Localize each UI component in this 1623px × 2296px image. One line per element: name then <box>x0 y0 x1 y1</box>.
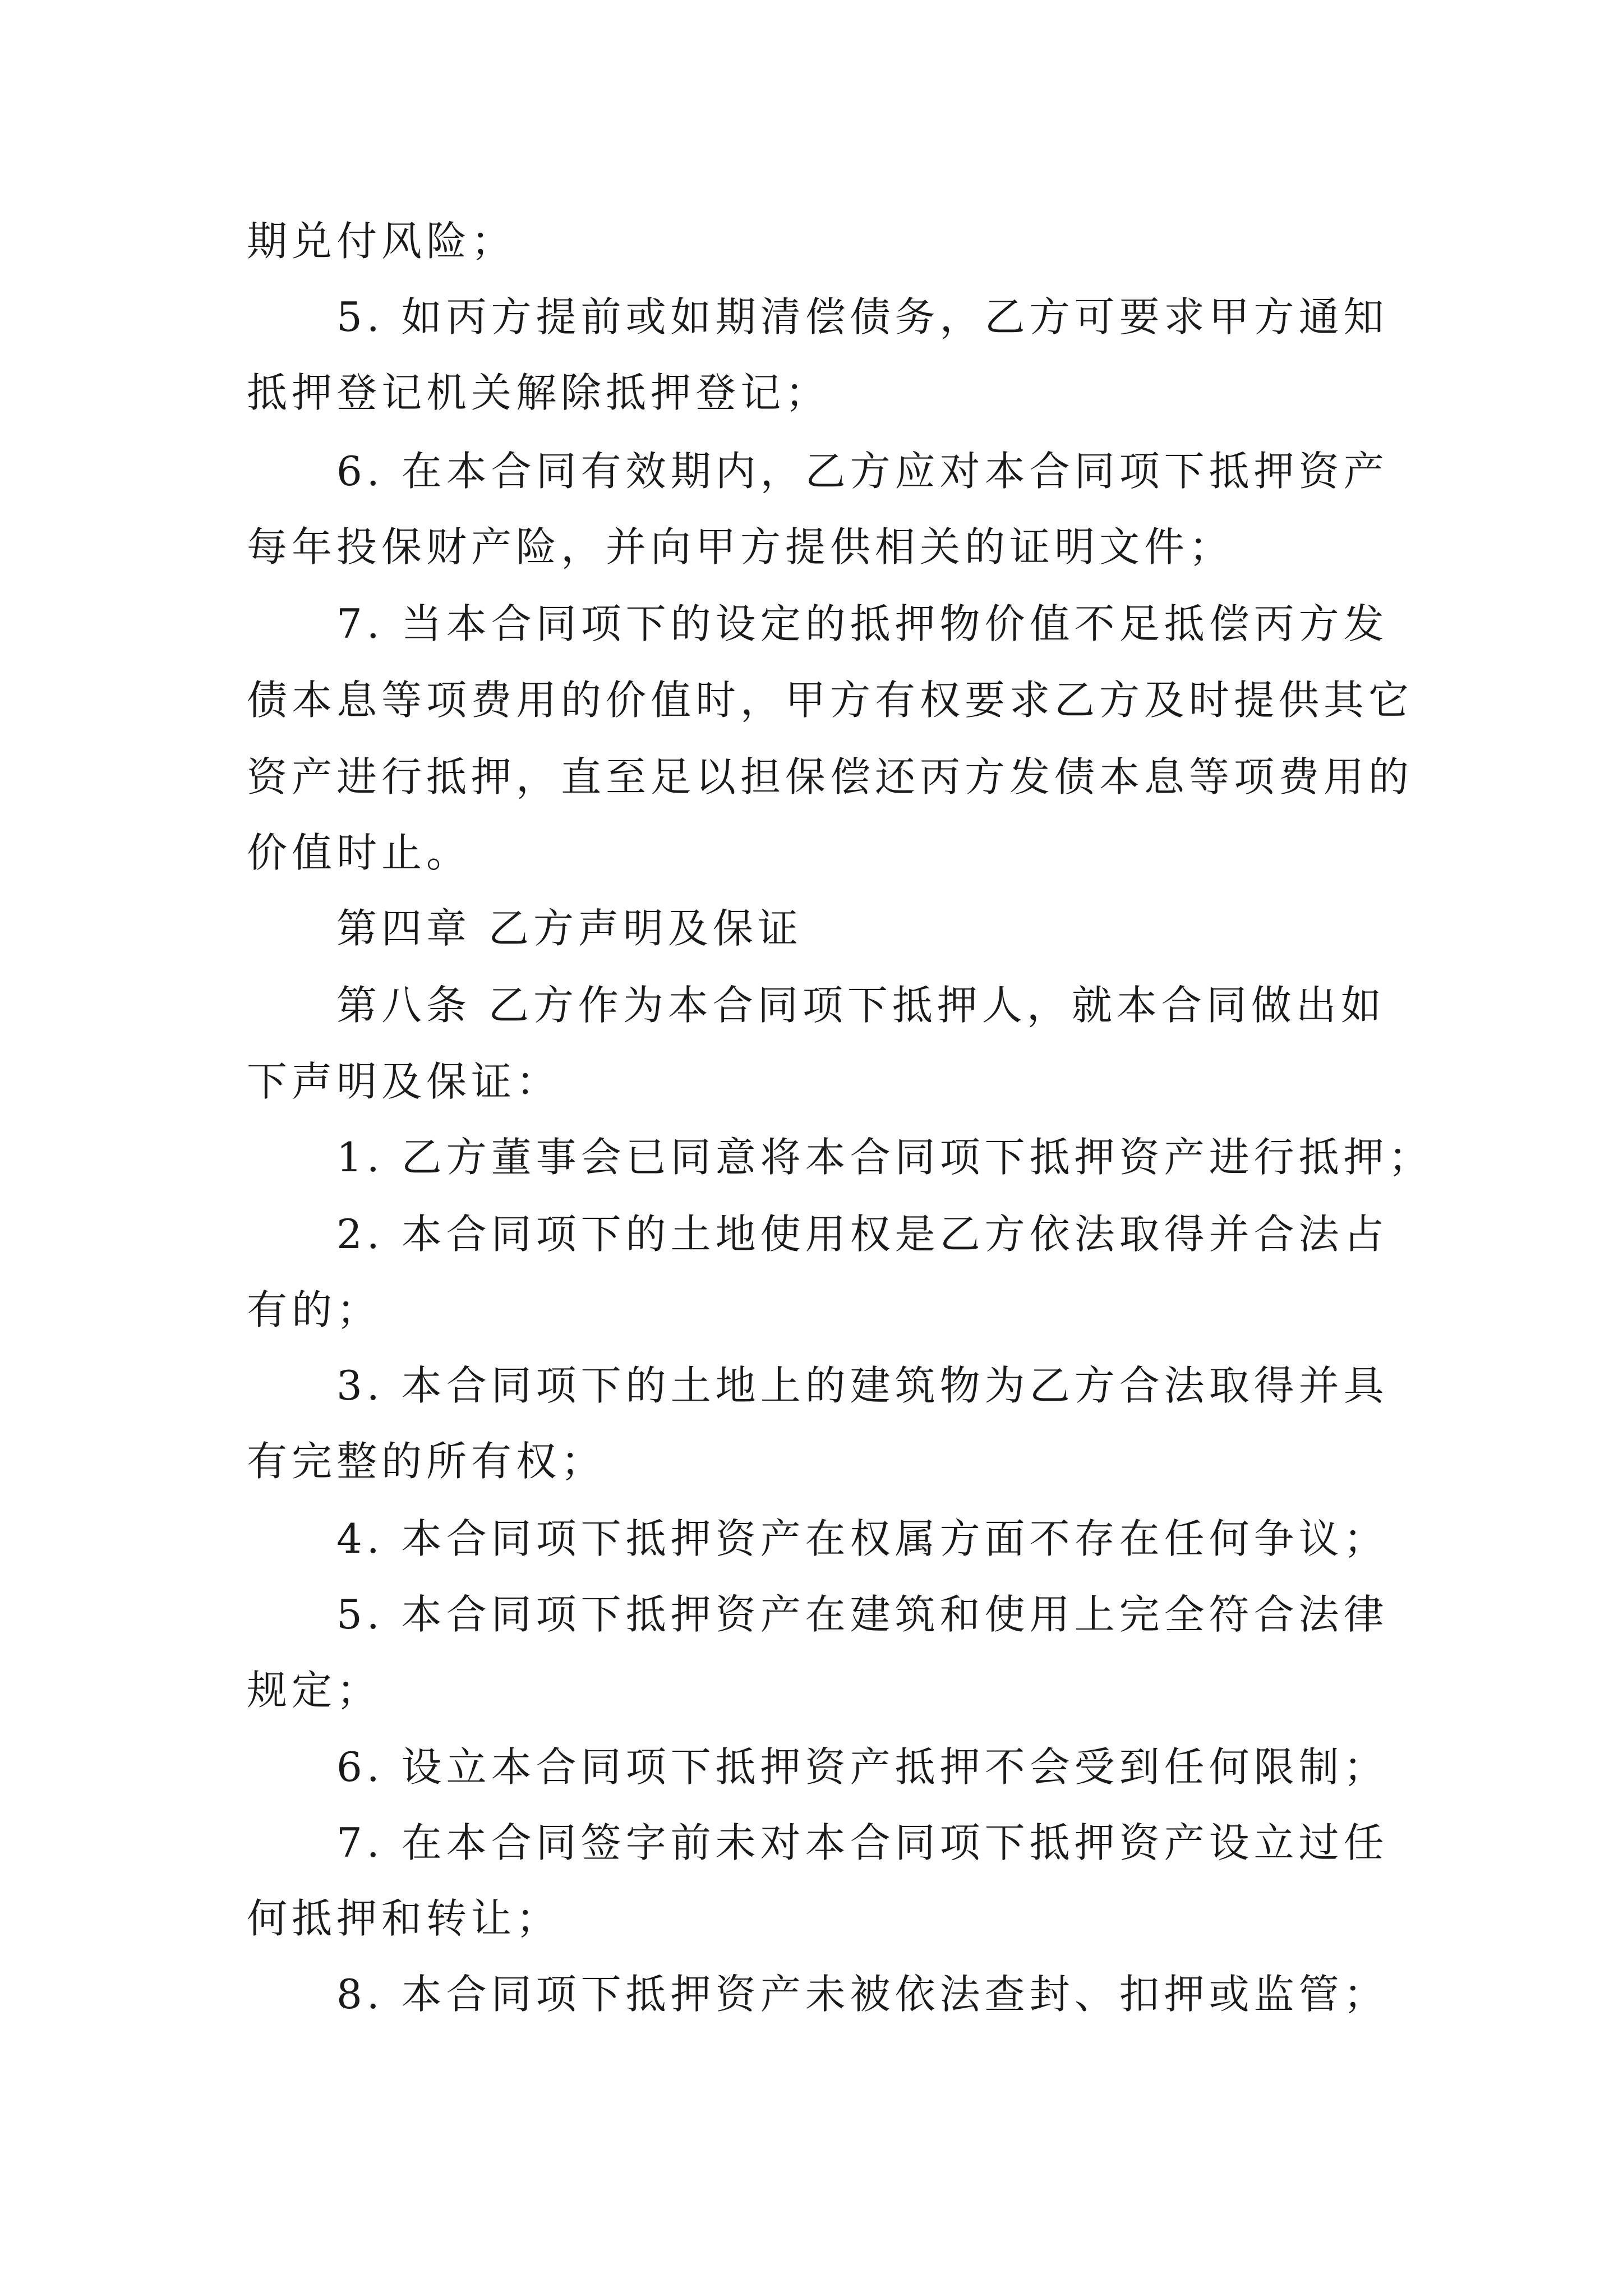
text-line: 有完整的所有权； <box>247 1438 606 1485</box>
text-line: 5. 如丙方提前或如期清偿债务，乙方可要求甲方通知 <box>336 293 1389 341</box>
list-item: 3. 本合同项下的土地上的建筑物为乙方合法取得并具 <box>336 1362 1389 1409</box>
list-item: 5. 本合同项下抵押资产在建筑和使用上完全符合法律 <box>336 1591 1389 1638</box>
list-item: 2. 本合同项下的土地使用权是乙方依法取得并合法占 <box>336 1211 1389 1258</box>
text-line: 有的； <box>247 1286 382 1333</box>
article-heading: 第八条 乙方作为本合同项下抵押人，就本合同做出如 <box>336 982 1386 1029</box>
chapter-heading: 第四章 乙方声明及保证 <box>336 905 803 952</box>
text-line: 下声明及保证： <box>247 1058 561 1105</box>
list-item: 4. 本合同项下抵押资产在权属方面不存在任何争议； <box>336 1515 1389 1562</box>
text-line: 期兑付风险； <box>247 218 517 265</box>
text-line: 抵押登记机关解除抵押登记； <box>247 369 831 416</box>
text-line: 每年投保财产险，并向甲方提供相关的证明文件； <box>247 523 1234 570</box>
text-line: 6. 在本合同有效期内，乙方应对本合同项下抵押资产 <box>336 448 1389 495</box>
text-line: 资产进行抵押，直至足以担保偿还丙方发债本息等项费用的 <box>247 753 1414 800</box>
list-item: 6. 设立本合同项下抵押资产抵押不会受到任何限制； <box>336 1743 1389 1791</box>
text-line: 规定； <box>247 1667 382 1714</box>
list-item: 8. 本合同项下抵押资产未被依法查封、扣押或监管； <box>336 1971 1389 2018</box>
text-line: 债本息等项费用的价值时，甲方有权要求乙方及时提供其它 <box>247 677 1414 724</box>
list-item: 7. 在本合同签字前未对本合同项下抵押资产设立过任 <box>336 1819 1389 1866</box>
text-line: 7. 当本合同项下的设定的抵押物价值不足抵偿丙方发 <box>336 600 1389 647</box>
text-line: 何抵押和转让； <box>247 1895 561 1942</box>
list-item: 1. 乙方董事会已同意将本合同项下抵押资产进行抵押； <box>336 1134 1433 1181</box>
text-line: 价值时止。 <box>247 829 472 876</box>
